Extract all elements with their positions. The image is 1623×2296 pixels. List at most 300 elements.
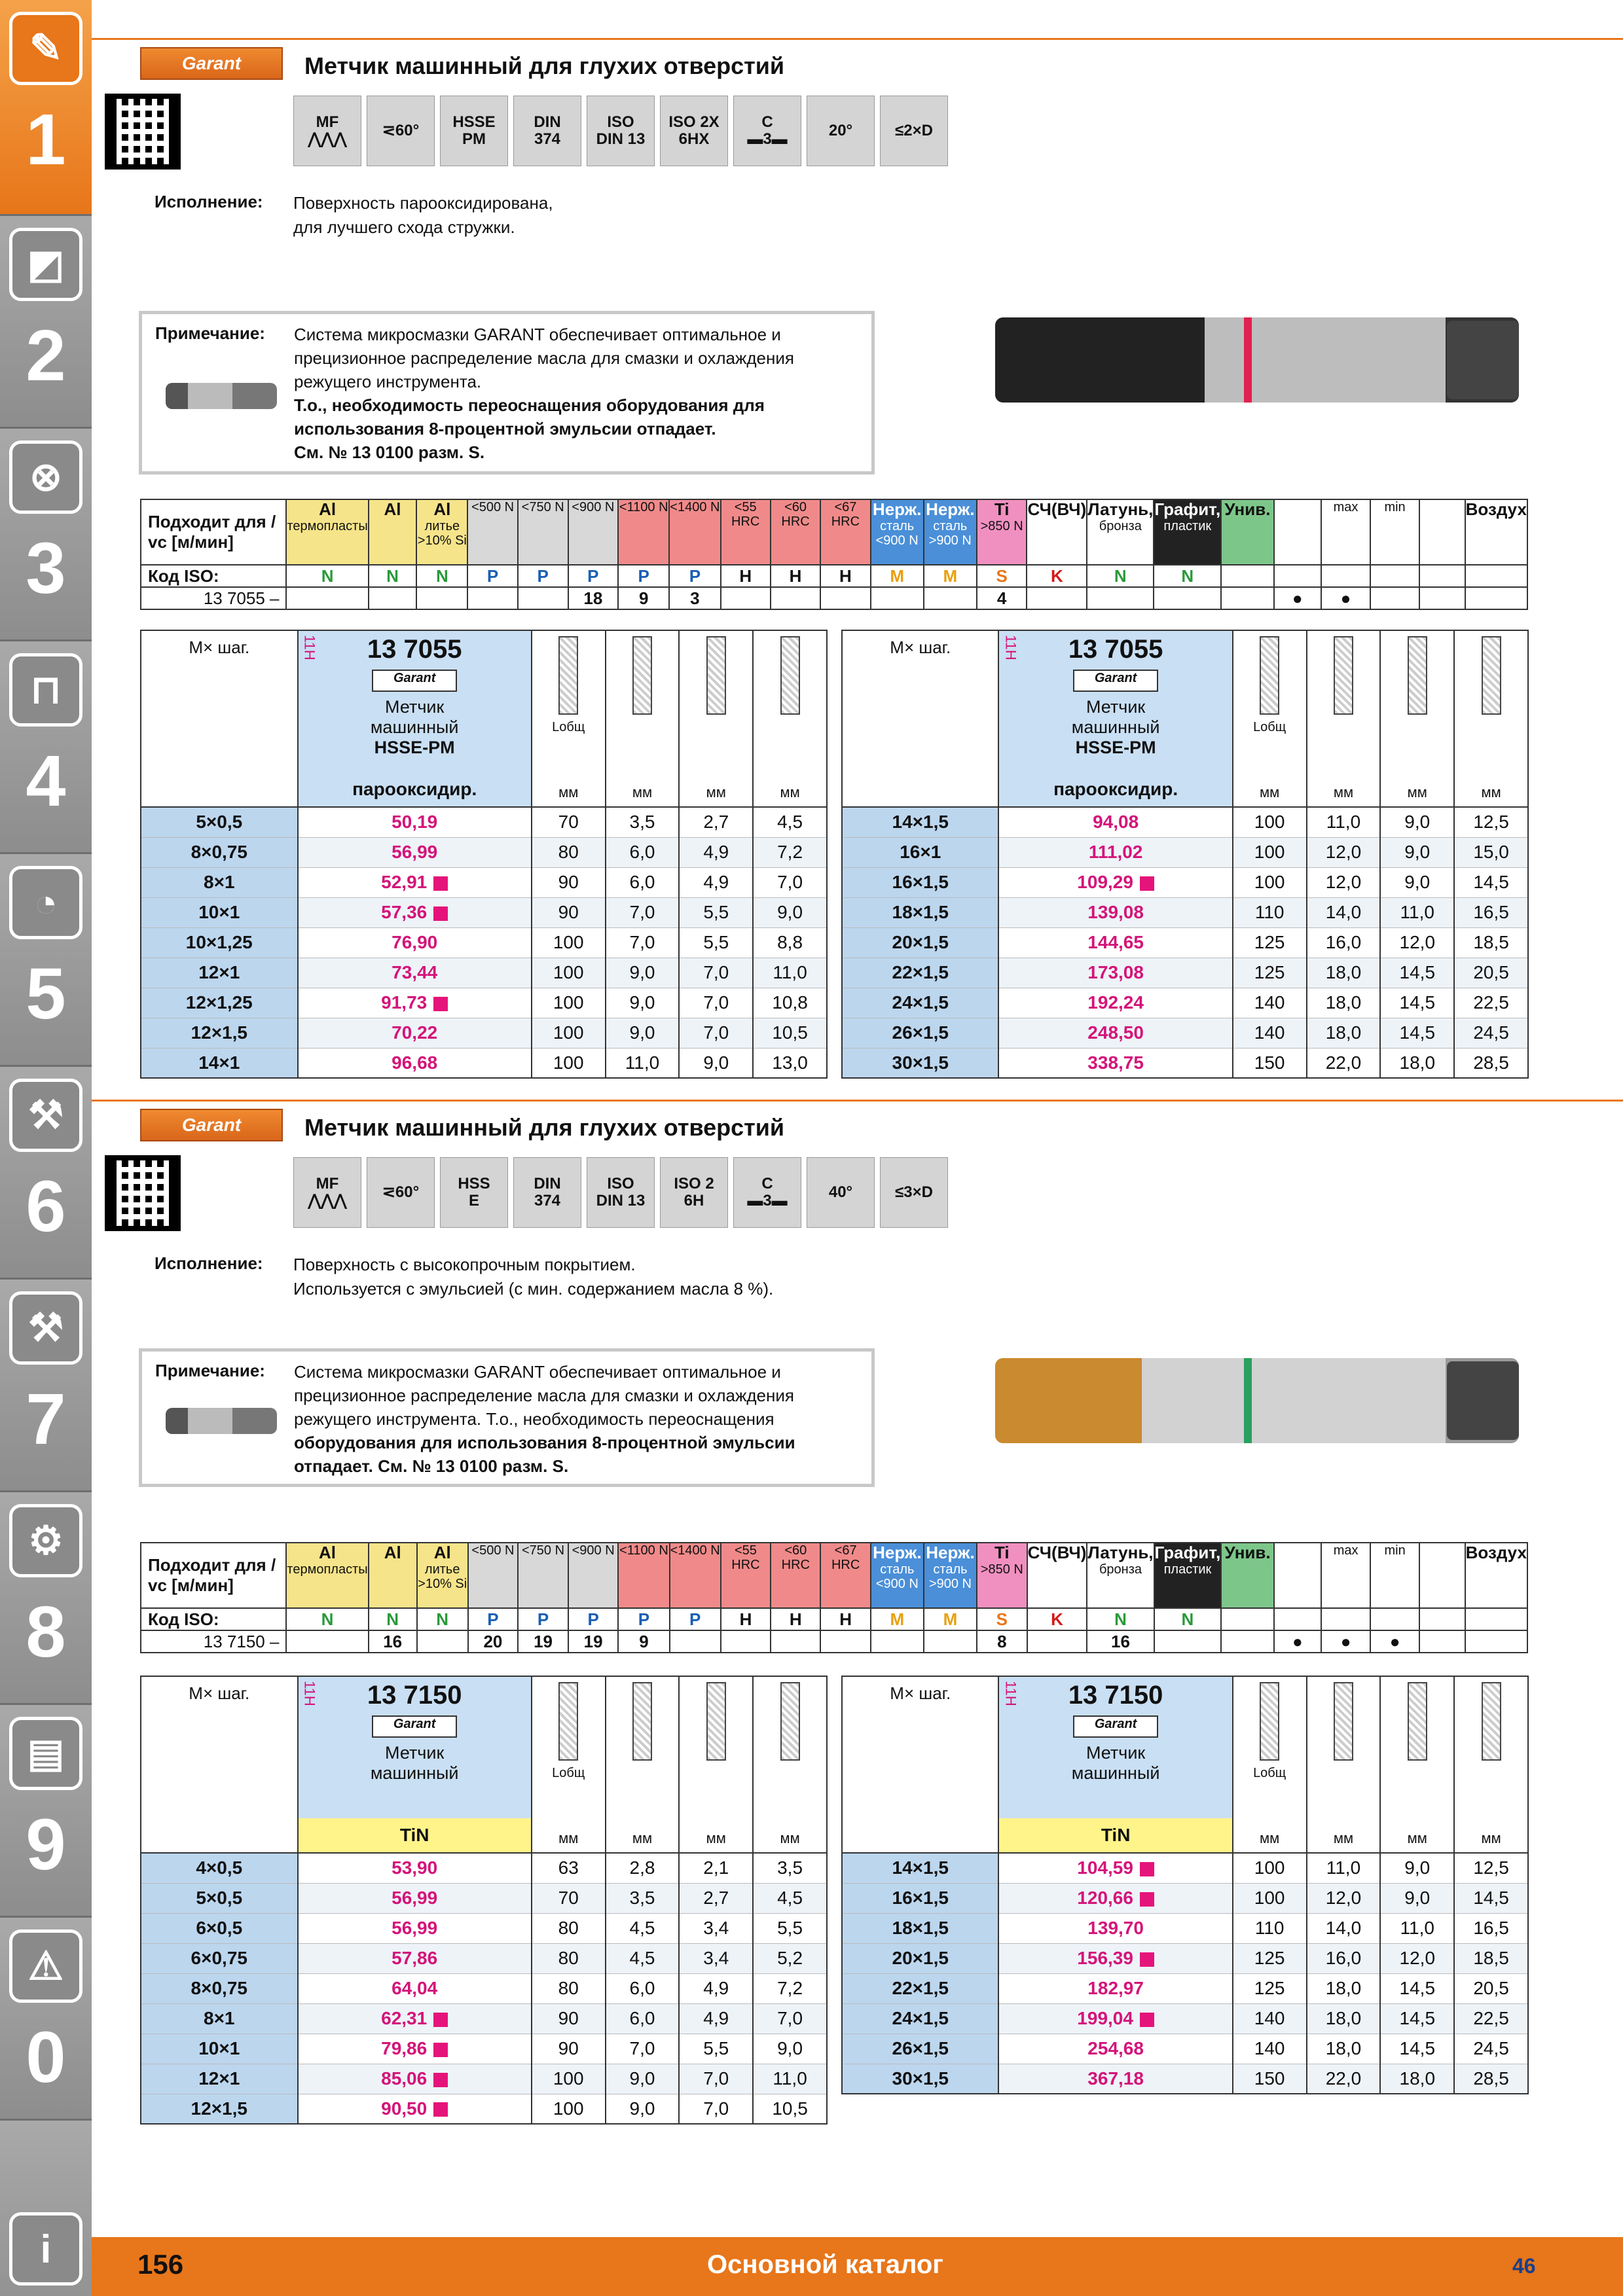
material-col (669, 499, 720, 565)
property-icon: HSSE PM (440, 96, 508, 166)
product-desc: HSSE-PM (374, 738, 455, 757)
iso-code: H (820, 565, 870, 587)
dimension-cell: 9,0 (606, 2094, 680, 2124)
iso-row (141, 1608, 1527, 1630)
material-title: Ti (994, 1543, 1010, 1562)
cutting-speed (771, 1630, 820, 1653)
iso-code: N (1087, 565, 1154, 587)
material-sub: сталь <900 N (875, 518, 919, 548)
material-title: Al (384, 499, 401, 519)
dimension-cell: 5,5 (753, 1913, 827, 1943)
coating-label: TiN (999, 1818, 1231, 1852)
iso-code (1419, 565, 1465, 587)
chapter-tab-9[interactable] (0, 1705, 92, 1918)
iso-code: S (977, 1608, 1027, 1630)
shank-dia-icon (706, 1682, 726, 1761)
price-cell[interactable] (998, 897, 1232, 927)
price: 56,99 (392, 1918, 438, 1938)
table-row (141, 1883, 827, 1913)
iso-code: P (618, 565, 669, 587)
iso-code: N (369, 565, 417, 587)
dimension-cell: 18,5 (1454, 1943, 1528, 1973)
size-table-header (842, 630, 1528, 807)
dimension-cell: 125 (1233, 1973, 1307, 2003)
property-icon: 40° (807, 1157, 875, 1228)
property-icon: ISO DIN 13 (587, 96, 655, 166)
cutting-speed (721, 587, 771, 609)
material-col (1087, 499, 1154, 565)
shank-dia-icon (1408, 1682, 1427, 1761)
product-code: 13 7055 (1068, 635, 1163, 664)
table-row (842, 927, 1528, 958)
dimension-cell: 2,7 (679, 807, 753, 837)
material-col (286, 1543, 368, 1608)
dimension-cell: 14,5 (1380, 988, 1454, 1018)
dimension-cell: 70 (532, 1883, 606, 1913)
material-col (771, 499, 820, 565)
dimension-cell: 16,5 (1454, 1913, 1528, 1943)
price-cell[interactable] (298, 897, 532, 927)
cutting-speed (417, 1630, 468, 1653)
dimension-cell: 4,5 (753, 807, 827, 837)
product-head (298, 1676, 532, 1853)
dimension-cell: 9,0 (679, 1048, 753, 1078)
product-desc: машинный (370, 717, 459, 737)
iso-code: P (518, 1608, 568, 1630)
chapter-number: 8 (26, 1592, 66, 1672)
material-col (1221, 1543, 1273, 1608)
chapter-5-icon: ◔ (9, 866, 82, 939)
material-title: Латунь, (1087, 499, 1154, 519)
property-icon: ISO DIN 13 (587, 1157, 655, 1228)
chapter-4-icon: ⊓ (9, 653, 82, 726)
dimension-cell: 9,0 (753, 2034, 827, 2064)
chapter-6-icon: ⚒ (9, 1079, 82, 1152)
dimension-cell: 7,0 (753, 2003, 827, 2034)
header-rule (92, 1100, 1623, 1102)
unit-label: мм (1333, 784, 1354, 800)
dimension-cell: 2,1 (679, 1853, 753, 1883)
price-cell[interactable] (998, 867, 1232, 897)
cutting-speed (1221, 1630, 1273, 1653)
material-title: Ti (994, 499, 1010, 519)
price-cell[interactable] (998, 2064, 1232, 2094)
dimension-cell: 150 (1233, 2064, 1307, 2094)
chapter-tab-3[interactable] (0, 429, 92, 641)
material-sub: max (1333, 500, 1359, 514)
dimension-cell: 125 (1233, 958, 1307, 988)
tolerance-label: 11H (1002, 1681, 1019, 1706)
tap-tool-image (995, 1358, 1519, 1443)
thread-size: 8×1 (141, 2003, 298, 2034)
material-col (618, 499, 669, 565)
price: 109,29 (1077, 872, 1133, 892)
dimension-cell: 100 (1233, 837, 1307, 867)
note-text: Система микросмазки GARANT обеспечивает оптимальное и (294, 325, 781, 344)
price-cell[interactable] (298, 1883, 532, 1913)
chapter-tab-6[interactable] (0, 1067, 92, 1280)
cutting-speed: 19 (518, 1630, 568, 1653)
product-head (298, 630, 532, 807)
price-cell[interactable] (298, 2094, 532, 2124)
material-col (518, 499, 568, 565)
material-title: СЧ(ВЧ) (1027, 1543, 1087, 1562)
dimension-cell: 12,0 (1380, 927, 1454, 958)
price-cell[interactable] (298, 927, 532, 958)
cutting-speed: 8 (977, 1630, 1027, 1653)
dimension-cell: 4,9 (679, 837, 753, 867)
thread-dia-icon (632, 636, 652, 715)
page-ref: 46 (1512, 2254, 1536, 2278)
dimension-cell: 150 (1233, 1048, 1307, 1078)
material-title: Al (433, 499, 451, 519)
unit-label: мм (632, 1830, 653, 1846)
qr-code[interactable] (105, 94, 181, 170)
price-cell[interactable] (298, 2003, 532, 2034)
price-cell[interactable] (298, 988, 532, 1018)
price: 53,90 (392, 1857, 438, 1878)
cutting-speed: 18 (568, 587, 619, 609)
dimension-cell: 7,0 (606, 927, 680, 958)
stock-marker (433, 2073, 448, 2087)
shank-dia-head (679, 630, 753, 807)
cutting-speed (1027, 1630, 1087, 1653)
price: 144,65 (1087, 932, 1144, 952)
price: 248,50 (1087, 1022, 1144, 1043)
stock-marker (433, 2013, 448, 2027)
price-cell[interactable] (998, 958, 1232, 988)
thread-dia-head (606, 1676, 680, 1853)
price-cell[interactable] (998, 1018, 1232, 1048)
chapter-number: 1 (26, 99, 66, 180)
price-cell[interactable] (998, 1973, 1232, 2003)
iso-row (141, 565, 1527, 587)
shank-dia-icon (706, 636, 726, 715)
square-icon (1482, 636, 1501, 715)
cutting-speed (1419, 587, 1465, 609)
iso-code: N (286, 565, 368, 587)
unit-label: мм (1407, 784, 1427, 800)
price-cell[interactable] (998, 837, 1232, 867)
chapter-tab-1[interactable] (0, 0, 92, 216)
material-col (1465, 1543, 1527, 1608)
table-row (141, 1018, 827, 1048)
material-col (369, 1543, 417, 1608)
page-number: 156 (137, 2249, 184, 2280)
dimension-cell: 10,8 (753, 988, 827, 1018)
dimension-cell: 14,5 (1380, 1973, 1454, 2003)
material-sub: бронза (1099, 1562, 1142, 1577)
thread-size: 18×1,5 (842, 897, 998, 927)
iso-code (1370, 565, 1419, 587)
thread-size: 24×1,5 (842, 2003, 998, 2034)
dimension-cell: 6,0 (606, 1973, 680, 2003)
material-title: Al (384, 1543, 401, 1562)
table-row (141, 1973, 827, 2003)
stock-marker (433, 2043, 448, 2057)
garant-logo-small: Garant (372, 1715, 457, 1738)
dimension-cell: 7,0 (679, 958, 753, 988)
dimension-cell: 9,0 (1380, 1883, 1454, 1913)
thread-size: 24×1,5 (842, 988, 998, 1018)
property-icon: HSS E (440, 1157, 508, 1228)
price: 85,06 (381, 2068, 428, 2089)
cutting-speed (871, 587, 924, 609)
price-cell[interactable] (298, 807, 532, 837)
dimension-cell: 11,0 (1307, 1853, 1381, 1883)
cutting-speed (771, 587, 820, 609)
table-row (842, 1913, 1528, 1943)
cutting-speed: 16 (1087, 1630, 1154, 1653)
price-cell[interactable] (298, 1913, 532, 1943)
price: 57,36 (381, 902, 428, 922)
price-cell[interactable] (298, 1943, 532, 1973)
dimension-cell: 22,0 (1307, 2064, 1381, 2094)
dimension-cell: 70 (532, 807, 606, 837)
dimension-cell: 10,5 (753, 1018, 827, 1048)
dimension-cell: 3,5 (606, 1883, 680, 1913)
thread-size: 12×1,25 (141, 988, 298, 1018)
price: 56,99 (392, 1888, 438, 1908)
dimension-cell: 4,5 (606, 1913, 680, 1943)
material-col (286, 499, 368, 565)
material-sub: литье >10% Si (417, 518, 467, 548)
tap-tool-image (995, 317, 1519, 403)
dimension-cell: 11,0 (1380, 1913, 1454, 1943)
unit-label: мм (1260, 1830, 1280, 1846)
thread-size: 14×1 (141, 1048, 298, 1078)
material-col (1370, 499, 1419, 565)
price-cell[interactable] (298, 837, 532, 867)
square-icon (780, 636, 800, 715)
price-cell[interactable] (998, 807, 1232, 837)
cutting-speed: 3 (669, 587, 720, 609)
thread-size: 14×1,5 (842, 1853, 998, 1883)
coating-label: TiN (299, 1818, 531, 1852)
chapter-tab-2[interactable] (0, 216, 92, 429)
price: 90,50 (381, 2098, 428, 2119)
execution-text: Поверхность с высокопрочным покрытием. (293, 1255, 636, 1274)
chapter-9-icon: ▤ (9, 1717, 82, 1790)
dimension-cell: 12,0 (1307, 837, 1381, 867)
price-cell[interactable] (998, 1883, 1232, 1913)
iso-code: N (1154, 1608, 1222, 1630)
material-col (417, 1543, 468, 1608)
thread-size: 10×1 (141, 2034, 298, 2064)
material-col (1274, 499, 1321, 565)
material-col (1027, 499, 1087, 565)
cutting-speed (369, 587, 417, 609)
price: 139,08 (1087, 902, 1144, 922)
dimension-cell: 18,0 (1307, 1018, 1381, 1048)
cutting-speed (1027, 587, 1087, 609)
dimension-cell: 90 (532, 2034, 606, 2064)
material-sub: <750 N (521, 500, 564, 514)
dimension-cell: 28,5 (1454, 2064, 1528, 2094)
price-cell[interactable] (998, 1913, 1232, 1943)
material-title: Латунь, (1087, 1543, 1154, 1562)
size-table-header (141, 1676, 827, 1853)
thread-dia-head (1307, 1676, 1381, 1853)
price-cell[interactable] (998, 1853, 1232, 1883)
material-sub: >850 N (980, 1562, 1023, 1577)
total-length-icon (558, 636, 578, 715)
thread-size: 8×0,75 (141, 837, 298, 867)
price: 254,68 (1087, 2038, 1144, 2058)
tool-shank-end (1447, 321, 1519, 399)
price: 156,39 (1077, 1948, 1133, 1968)
stock-marker (1140, 876, 1154, 891)
dimension-cell: 7,0 (679, 1018, 753, 1048)
price-cell[interactable] (998, 1048, 1232, 1078)
material-col (1027, 1543, 1087, 1608)
execution-text: для лучшего схода стружки. (293, 217, 515, 237)
material-col (721, 1543, 771, 1608)
table-row (141, 1853, 827, 1883)
material-title: Унив. (1224, 1543, 1271, 1562)
dimension-cell: 14,5 (1380, 958, 1454, 988)
material-sub: термопласты (287, 1562, 368, 1577)
price-cell[interactable] (998, 1943, 1232, 1973)
dimension-cell: 24,5 (1454, 2034, 1528, 2064)
table-row (141, 1943, 827, 1973)
dimension-cell: 20,5 (1454, 958, 1528, 988)
total-length-head (1233, 630, 1307, 807)
size-head: M× шаг. (842, 630, 998, 807)
material-sub: >850 N (980, 518, 1023, 533)
price-cell[interactable] (298, 867, 532, 897)
iso-code (1465, 1608, 1527, 1630)
note-text: прецизионное распределение масла для смазки и охлаждения (294, 1386, 794, 1405)
cutting-speed: ● (1321, 587, 1371, 609)
square-head (753, 1676, 827, 1853)
garant-logo-small: Garant (372, 670, 457, 692)
price-cell[interactable] (998, 2034, 1232, 2064)
material-title: Нерж. (926, 1543, 975, 1562)
dimension-cell: 100 (532, 988, 606, 1018)
dimension-cell: 22,5 (1454, 988, 1528, 1018)
iso-code (1274, 1608, 1321, 1630)
iso-code: P (518, 565, 568, 587)
dimension-cell: 18,0 (1307, 2034, 1381, 2064)
material-col (871, 1543, 924, 1608)
property-icon: MF ⋀⋀⋀ (293, 96, 361, 166)
price-cell[interactable] (298, 958, 532, 988)
price-cell[interactable] (298, 1853, 532, 1883)
material-title: Al (319, 1543, 337, 1562)
size-table-header (842, 1676, 1528, 1853)
price-cell[interactable] (298, 1048, 532, 1078)
dimension-cell: 80 (532, 1943, 606, 1973)
chapter-number: 0 (26, 2017, 66, 2098)
dimension-cell: 9,0 (1380, 837, 1454, 867)
price-cell[interactable] (298, 1973, 532, 2003)
material-sub: пластик (1163, 1562, 1212, 1577)
iso-code: S (977, 565, 1027, 587)
material-title: Нерж. (926, 499, 975, 519)
note-text: отпадает. См. № 13 0100 разм. S. (294, 1456, 569, 1476)
dimension-cell: 12,0 (1307, 867, 1381, 897)
micro-lube-icon (166, 383, 277, 409)
dimension-cell: 18,0 (1307, 988, 1381, 1018)
material-sub: <67 HRC (831, 1543, 860, 1572)
dimension-cell: 4,5 (753, 1883, 827, 1913)
dimension-cell: 14,5 (1380, 2003, 1454, 2034)
cutting-speed: ● (1274, 587, 1321, 609)
chapter-tab-5[interactable] (0, 854, 92, 1067)
table-row (141, 2094, 827, 2124)
thread-size: 18×1,5 (842, 1913, 998, 1943)
iso-code: P (568, 1608, 619, 1630)
qr-code[interactable] (105, 1155, 181, 1231)
length-label: Lобщ (552, 1766, 585, 1780)
size-table-header (141, 630, 827, 807)
size-table-right (841, 630, 1529, 1079)
tolerance-label: 11H (1002, 635, 1019, 660)
thread-size: 22×1,5 (842, 1973, 998, 2003)
dimension-cell: 15,0 (1454, 837, 1528, 867)
chapter-tab-7[interactable] (0, 1280, 92, 1492)
dimension-cell: 7,0 (679, 2094, 753, 2124)
material-col (1321, 1543, 1370, 1608)
chapter-tab-4[interactable] (0, 641, 92, 854)
chapter-0-icon: ⚠ (9, 1929, 82, 2003)
size-table-right (841, 1676, 1529, 2094)
mat-header-row (141, 499, 1527, 565)
table-row (842, 807, 1528, 837)
material-sub: <1100 N (619, 500, 668, 514)
product-title: Метчик машинный для глухих отверстий (304, 1114, 785, 1141)
price-cell[interactable] (298, 1018, 532, 1048)
cutting-speed (1465, 587, 1527, 609)
price-cell[interactable] (998, 2003, 1232, 2034)
cutting-speed: 9 (618, 1630, 669, 1653)
cutting-speed: ● (1370, 1630, 1419, 1653)
square-head (1454, 630, 1528, 807)
dimension-cell: 7,0 (606, 897, 680, 927)
iso-code (1221, 565, 1273, 587)
product-code: 13 7150 (367, 1681, 462, 1710)
dimension-cell: 16,5 (1454, 897, 1528, 927)
cutting-speed (1370, 587, 1419, 609)
catalog-name: Основной каталог (707, 2250, 943, 2279)
price-cell[interactable] (298, 2034, 532, 2064)
unit-label: мм (1260, 784, 1280, 800)
iso-code: P (669, 565, 720, 587)
chapter-i-icon: i (9, 2212, 82, 2286)
square-icon (1482, 1682, 1501, 1761)
execution-text: Используется с эмульсией (с мин. содержанием масла 8 %). (293, 1279, 774, 1299)
iso-code: H (721, 1608, 771, 1630)
chapter-tab-i[interactable] (0, 2121, 92, 2296)
iso-code: P (568, 565, 619, 587)
material-col (416, 499, 467, 565)
chapter-tab-0[interactable] (0, 1918, 92, 2121)
price-cell[interactable] (998, 988, 1232, 1018)
price-cell[interactable] (298, 2064, 532, 2094)
material-sub: <60 HRC (781, 1543, 810, 1572)
material-col (771, 1543, 820, 1608)
thread-size: 16×1,5 (842, 867, 998, 897)
material-sub: бронза (1099, 518, 1142, 533)
dimension-cell: 28,5 (1454, 1048, 1528, 1078)
chapter-tab-8[interactable] (0, 1492, 92, 1705)
table-row (842, 867, 1528, 897)
cutting-speed (924, 587, 977, 609)
price-cell[interactable] (998, 927, 1232, 958)
chapter-2-icon: ◩ (9, 228, 82, 301)
materials-table (140, 499, 1528, 610)
